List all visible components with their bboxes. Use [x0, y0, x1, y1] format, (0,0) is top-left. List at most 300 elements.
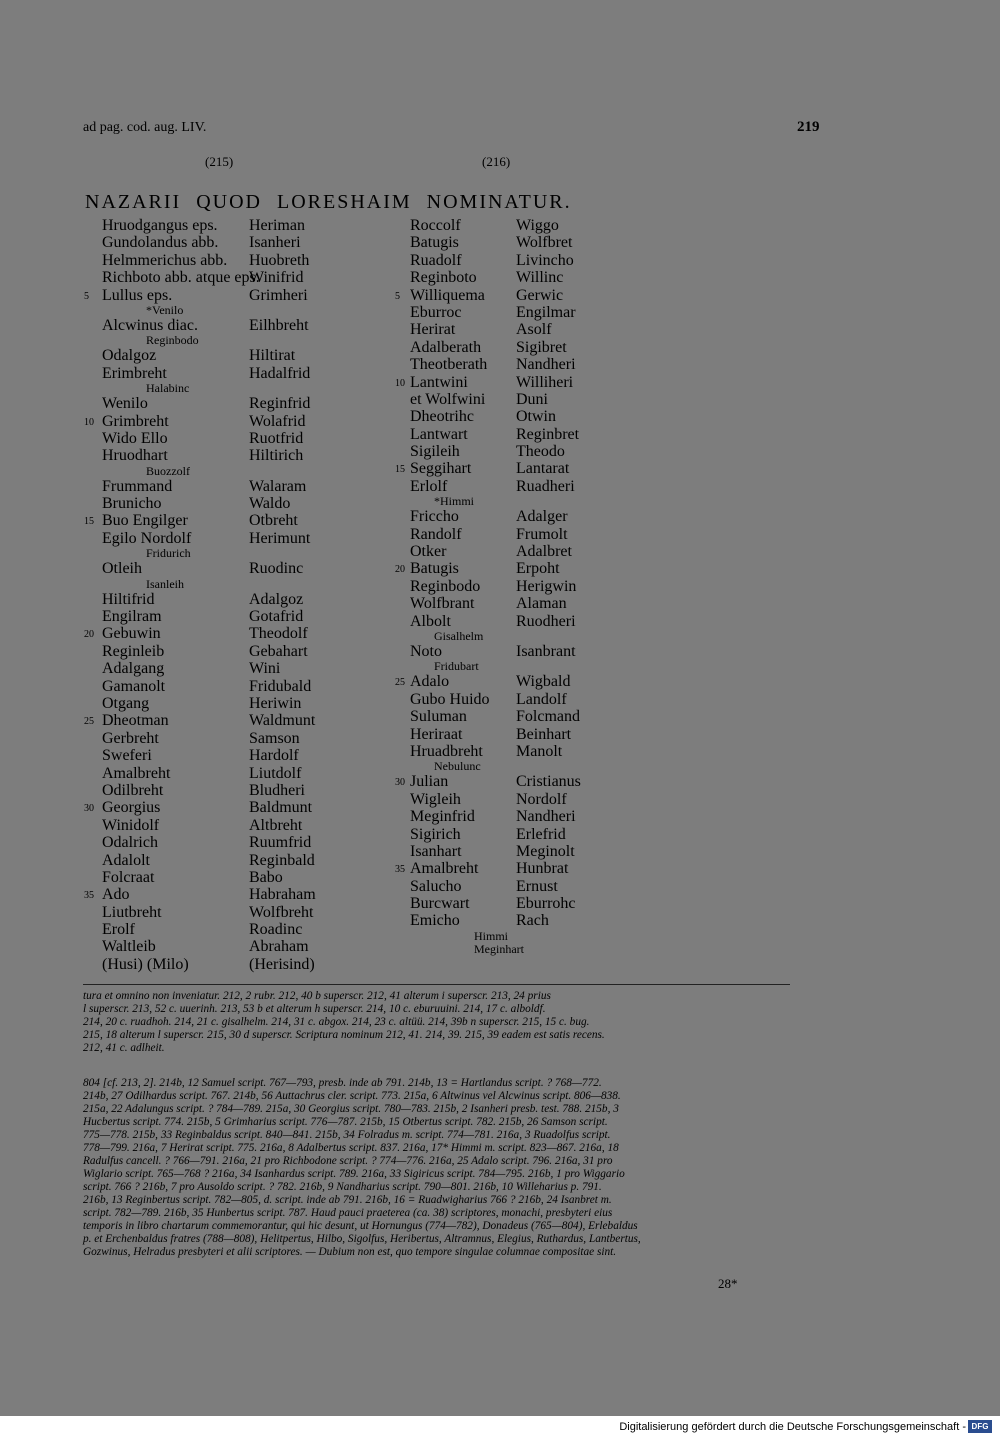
name-second: Williheri [516, 373, 574, 391]
name-first: Suluman [410, 708, 467, 726]
name-first: Noto [410, 642, 442, 660]
name-first: Seggihart [410, 460, 472, 478]
name-first: Roccolf [410, 217, 461, 234]
name-first: Amalbreht [102, 764, 171, 782]
name-first: Batugis [410, 234, 459, 252]
name-first: Burcwart [410, 895, 470, 913]
name-first: Ado [102, 886, 130, 904]
interlinear-name [390, 943, 600, 956]
note-line: 778—799. 216a, 7 Herirat script. 775. 216a, 8 Adalbertus script. 837. 216a, 17* Himmi m. script. 823—867. 216a, 18 [83, 1142, 619, 1154]
name-second: Isanbrant [516, 642, 576, 660]
name-second: Bludheri [249, 781, 305, 799]
name-row [80, 938, 380, 955]
name-row [80, 269, 380, 286]
name-first: Emicho [410, 912, 460, 930]
name-row [390, 321, 600, 338]
note-line: Gozwinus, Helradus presbyteri et alii scriptores. — Dubium non est, quo tempore singulae columnae compositae sint. [83, 1246, 617, 1258]
name-first: Gubo Huido [410, 690, 490, 708]
name-row [390, 408, 600, 425]
line-number: 5 [395, 290, 400, 302]
name-first: Salucho [410, 877, 462, 895]
interlinear-name [390, 930, 600, 943]
name-first: Sigileih [410, 443, 460, 461]
name-second: Reginfrid [249, 395, 311, 413]
name-first: Adalo [410, 673, 450, 691]
interlinear-name [390, 495, 600, 508]
name-row [80, 730, 380, 747]
name-second: Folcmand [516, 708, 580, 726]
name-first: Buo Engilger [102, 512, 188, 530]
name-row [390, 826, 600, 843]
name-row [80, 252, 380, 269]
name-first: Waltleib [102, 938, 156, 956]
name-first: Erlolf [410, 477, 448, 495]
interlinear-name [80, 578, 380, 591]
name-second: Reginbald [249, 851, 315, 869]
name-second: Hiltirat [249, 347, 296, 365]
note-line: script. 766 ? 216b, 7 pro Ausoldo script. ? 782. 216b, 9 Nandharius script. 790—801. 216b, 10 Willeharius p. 791. [83, 1181, 602, 1193]
name-row [390, 478, 600, 495]
critical-apparatus [83, 990, 605, 1055]
line-number: 35 [395, 864, 405, 876]
name-second: Manolt [516, 742, 563, 760]
name-first: Herirat [410, 321, 456, 339]
line-number: 15 [84, 516, 94, 528]
commentary-notes [83, 1077, 641, 1259]
name-second: Nandheri [516, 808, 576, 826]
name-first: Engilram [102, 608, 162, 626]
name-row [80, 625, 380, 642]
name-row [390, 912, 600, 929]
name-second: Theodolf [249, 625, 308, 643]
note-line: p. et Erchenbaldus fratres (788—808), Helitpertus, Hilbo, Sigolfus, Heribertus, Altramnus, Elegius, Ruthardus, Lantbertus, [83, 1233, 641, 1245]
interlinear-name [80, 304, 380, 317]
name-second: Gerwic [516, 286, 564, 304]
name-first: Meginfrid [410, 808, 475, 826]
name-second: Livincho [516, 251, 574, 269]
name-second: Ruotfrid [249, 429, 304, 447]
name-second: Reginbret [516, 425, 580, 443]
name-second: Alaman [516, 595, 567, 613]
name-second: Hiltirich [249, 447, 304, 465]
name-second: Walaram [249, 477, 307, 495]
name-row [390, 304, 600, 321]
name-row [80, 695, 380, 712]
name-second: Habraham [249, 886, 316, 904]
name-row [80, 234, 380, 251]
name-second: Sigibret [516, 338, 567, 356]
name-second: Duni [516, 390, 548, 408]
name-row [390, 508, 600, 525]
name-row [390, 543, 600, 560]
name-row [390, 560, 600, 577]
name-row [390, 426, 600, 443]
name-row [390, 708, 600, 725]
name-second: Landolf [516, 690, 567, 708]
note-line: temporis in libro chartarum commemorantur, qui hic desunt, ut Hornungus (774—782), Donadeus (765—804), Erlebaldus [83, 1220, 638, 1232]
name-second: Heriman [249, 217, 305, 234]
name-row [80, 512, 380, 529]
name-second: Ernust [516, 877, 558, 895]
name-second: Willinc [516, 269, 564, 287]
name-row [390, 843, 600, 860]
name-first: Adalgang [102, 660, 165, 678]
name-first: Gamanolt [102, 677, 166, 695]
name-row [390, 356, 600, 373]
interlinear-text: Gisalhelm [434, 628, 484, 643]
name-second: Adalbret [516, 543, 572, 561]
name-second: Adalgoz [249, 590, 304, 608]
name-row [80, 287, 380, 304]
name-row [390, 287, 600, 304]
name-first: Otgang [102, 694, 150, 712]
interlinear-name [80, 382, 380, 395]
column-pagenum-right: (216) [482, 154, 511, 169]
name-row [80, 904, 380, 921]
name-first: Wigleih [410, 790, 461, 808]
name-first: Reginleib [102, 642, 165, 660]
interlinear-text: *Himmi [434, 494, 475, 509]
name-second: Herigwin [516, 577, 577, 595]
name-second: Ruadheri [516, 477, 575, 495]
note-line: script. 782—789. 216b, 35 Hunbertus script. 787. Haud pauci praeterea (ca. 38) scriptores, monachi, presbyteri eius [83, 1207, 613, 1219]
page-number: 219 [797, 119, 820, 135]
name-second: Engilmar [516, 303, 576, 321]
name-second: Samson [249, 729, 300, 747]
name-first: Georgius [102, 799, 161, 817]
name-first: Gundolandus abb. [102, 234, 219, 252]
interlinear-text: Halabinc [146, 381, 190, 396]
name-second: Baldmunt [249, 799, 313, 817]
name-first: Brunicho [102, 495, 162, 513]
name-row [390, 374, 600, 391]
name-first: Amalbreht [410, 860, 479, 878]
interlinear-text: Fridubart [434, 659, 479, 674]
name-row [80, 217, 380, 234]
name-row [80, 834, 380, 851]
name-first: Hruadbreht [410, 742, 483, 760]
name-first: Lantwart [410, 425, 468, 443]
name-row [80, 852, 380, 869]
name-row [390, 773, 600, 790]
name-second: Isanheri [249, 234, 301, 252]
name-row [390, 339, 600, 356]
name-row [390, 391, 600, 408]
name-second: Ruodinc [249, 560, 304, 578]
name-first: Otleih [102, 560, 142, 578]
dfg-logo: DFG [968, 1420, 992, 1433]
name-second: Erpoht [516, 560, 560, 578]
name-first: et Wolfwini [410, 390, 486, 408]
name-first: Erimbreht [102, 364, 167, 382]
name-row [80, 317, 380, 334]
running-header-left: ad pag. cod. aug. LIV. [83, 120, 207, 135]
name-second: Hardolf [249, 747, 299, 765]
name-row [390, 808, 600, 825]
name-first: Egilo Nordolf [102, 529, 192, 547]
name-second: Nordolf [516, 790, 567, 808]
note-line: 216b, 13 Reginbertus script. 782—805, d. script. inde ab 791. 216b, 16 = Ruadwigharius 766 ? 216b, 24 Isanbret m. [83, 1194, 612, 1206]
interlinear-name [390, 630, 600, 643]
name-second: Cristianus [516, 773, 581, 791]
name-second: Ruumfrid [249, 834, 312, 852]
name-first: Otker [410, 543, 447, 561]
name-first: Folcraat [102, 868, 155, 886]
line-number: 10 [395, 377, 405, 389]
name-first: Isanhart [410, 842, 462, 860]
name-row [80, 447, 380, 464]
name-first: Williquema [410, 286, 485, 304]
name-first: Dheotman [102, 712, 169, 730]
name-first: Gerbreht [102, 729, 159, 747]
name-first: Helmmerichus abb. [102, 251, 228, 269]
line-number: 35 [84, 890, 94, 902]
name-second: Wigbald [516, 673, 571, 691]
name-second: Theodo [516, 443, 565, 461]
name-second: Meginolt [516, 842, 575, 860]
name-row [80, 799, 380, 816]
name-first: Wido Ello [102, 429, 168, 447]
line-number: 10 [84, 416, 94, 428]
name-row [390, 595, 600, 612]
name-first: Dheotrihc [410, 408, 474, 426]
name-second: Frumolt [516, 525, 568, 543]
name-row [80, 430, 380, 447]
name-first: Odalrich [102, 834, 158, 852]
name-second: Abraham [249, 938, 309, 956]
name-row [390, 878, 600, 895]
interlinear-text: Himmi [474, 928, 509, 943]
name-row [390, 691, 600, 708]
name-first: Richboto abb. atque eps. [102, 269, 260, 287]
line-number: 5 [84, 290, 89, 302]
name-row [80, 660, 380, 677]
name-row [80, 347, 380, 364]
name-row [390, 726, 600, 743]
name-first: Wolfbrant [410, 595, 475, 613]
name-second: Eilhbreht [249, 316, 309, 334]
name-row [80, 478, 380, 495]
name-second: Fridubald [249, 677, 312, 695]
footnote-separator [83, 984, 790, 985]
note-line: 804 [cf. 213, 2]. 214b, 12 Samuel script. 767—793, presb. inde ab 791. 214b, 13 = Hartlandus script. ? 768—772. [83, 1077, 602, 1089]
name-second: Rach [516, 912, 549, 930]
name-first: Gebuwin [102, 625, 161, 643]
line-number: 20 [395, 564, 405, 576]
name-row [80, 365, 380, 382]
name-row [80, 886, 380, 903]
note-line: 215a, 22 Adalungus script. ? 784—789. 215a, 30 Georgius script. 780—783. 215b, 2 Isanheri presb. test. 788. 215b, 3 [83, 1103, 619, 1115]
name-second: Wini [249, 660, 281, 678]
name-second: Huobreth [249, 251, 310, 269]
interlinear-name [80, 334, 380, 347]
name-row [390, 217, 600, 234]
line-number: 30 [84, 803, 94, 815]
name-row [390, 613, 600, 630]
name-first: Alcwinus diac. [102, 316, 198, 334]
name-second: Erlefrid [516, 825, 566, 843]
signature-mark: 28* [718, 1276, 738, 1291]
name-row [390, 460, 600, 477]
name-row [390, 443, 600, 460]
name-first: Winidolf [102, 816, 160, 834]
interlinear-text: Reginbodo [146, 333, 199, 348]
name-first: Sigirich [410, 825, 461, 843]
name-first: Sweferi [102, 747, 152, 765]
name-row [390, 269, 600, 286]
name-first: Heriraat [410, 725, 463, 743]
note-line: 775—778. 215b, 33 Reginbaldus script. 840—841. 215b, 34 Folradus m. script. 774—781. 216a, 3 Ruadolfus script. [83, 1129, 611, 1141]
name-second: Gotafrid [249, 608, 304, 626]
name-second: Eburrohc [516, 895, 576, 913]
name-second: Roadinc [249, 921, 303, 939]
name-row [390, 673, 600, 690]
name-row [80, 395, 380, 412]
interlinear-text: Isanleih [146, 576, 184, 591]
name-first: Theotberath [410, 356, 488, 374]
name-second: Herimunt [249, 529, 311, 547]
name-first: Erolf [102, 921, 135, 939]
name-row [80, 530, 380, 547]
name-second: Waldmunt [249, 712, 316, 730]
name-row [80, 608, 380, 625]
interlinear-text: *Venilo [146, 302, 184, 317]
name-second: Wolfbreht [249, 903, 314, 921]
note-line: Radulfus cancell. ? 766—791. 216a, 21 pro Richbodone script. ? 774—776. 216a, 25 Adalo script. 796. 216a, 31 pro [83, 1155, 613, 1167]
name-row [390, 895, 600, 912]
note-line: 215, 18 alterum l superscr. 215, 30 d superscr. Scriptura nominum 212, 41. 214, 39. 215, 39 eadem est satis recens. [83, 1029, 605, 1041]
name-second: Otbreht [249, 512, 298, 530]
name-first: (Husi) (Milo) [102, 955, 189, 973]
name-row [390, 526, 600, 543]
name-row [390, 578, 600, 595]
interlinear-name [390, 660, 600, 673]
name-row [390, 860, 600, 877]
name-second: Wolfbret [516, 234, 573, 252]
name-first: Adalolt [102, 851, 150, 869]
name-row [80, 591, 380, 608]
note-line: Hucbertus script. 774. 215b, 5 Grimharius script. 776—787. 215b, 15 Otbertus script. 782. 215b, 26 Samson script. [83, 1116, 608, 1128]
name-second: Heriwin [249, 694, 302, 712]
name-second: Adalger [516, 508, 568, 526]
name-row [390, 234, 600, 251]
name-second: Hunbrat [516, 860, 569, 878]
line-number: 25 [84, 716, 94, 728]
name-row [80, 956, 380, 973]
name-list-right [390, 217, 600, 956]
footer-credit: Digitalisierung gefördert durch die Deutsche Forschungsgemeinschaft - [619, 1421, 966, 1433]
name-first: Julian [410, 773, 449, 791]
name-first: Hruodgangus eps. [102, 217, 218, 234]
name-second: Wiggo [516, 217, 559, 234]
note-line: Wiglario script. 765—768 ? 216a, 34 Isanhardus script. 789. 216a, 33 Sigiricus script. 784—795. 216b, 1 pro Wiggario [83, 1168, 625, 1180]
name-first: Batugis [410, 560, 459, 578]
name-second: Liutdolf [249, 764, 302, 782]
name-row [80, 712, 380, 729]
name-first: Wenilo [102, 395, 148, 413]
note-line: 214, 20 c. ruadhoh. 214, 21 c. gisalhelm. 214, 31 c. abgox. 214, 23 c. altüü. 214, 39b n superscr. 215, 15 c. bug. [83, 1016, 590, 1028]
note-line: tura et omnino non inveniatur. 212, 2 rubr. 212, 40 b superscr. 212, 41 alterum i superscr. 213, 24 prius [83, 990, 551, 1002]
name-first: Reginboto [410, 269, 477, 287]
name-first: Adalberath [410, 338, 482, 356]
note-line: l superscr. 213, 52 c. uuerinh. 213, 53 b et alterum h superscr. 214, 10 c. eburuuini. 214, 17 c. alboldf. [83, 1003, 546, 1015]
name-second: Winifrid [249, 269, 304, 287]
column-pagenum-left: (215) [205, 154, 234, 169]
name-second: Beinhart [516, 725, 572, 743]
name-first: Reginbodo [410, 577, 481, 595]
name-first: Hruodhart [102, 447, 168, 465]
name-row [80, 782, 380, 799]
note-line: 212, 41 c. adlheit. [83, 1042, 165, 1054]
name-row [80, 643, 380, 660]
interlinear-text: Meginhart [474, 941, 524, 956]
name-first: Eburroc [410, 303, 462, 321]
line-number: 20 [84, 629, 94, 641]
name-row [80, 817, 380, 834]
page-title: NAZARII QUOD LORESHAIM NOMINATUR. [85, 191, 572, 213]
note-line: 214b, 27 Odilhardus script. 767. 214b, 56 Auttachrus cler. script. 773. 215a, 6 Altwinus vel Alcwinus script. 806—838. [83, 1090, 621, 1102]
name-second: Grimheri [249, 286, 308, 304]
name-row [390, 252, 600, 269]
name-row [390, 791, 600, 808]
name-row [390, 743, 600, 760]
name-row [80, 560, 380, 577]
interlinear-name [80, 547, 380, 560]
name-second: Gebahart [249, 642, 308, 660]
name-row [390, 643, 600, 660]
name-first: Randolf [410, 525, 462, 543]
interlinear-text: Fridurich [146, 546, 191, 561]
line-number: 15 [395, 464, 405, 476]
name-first: Friccho [410, 508, 459, 526]
name-second: Altbreht [249, 816, 303, 834]
name-first: Grimbreht [102, 412, 169, 430]
name-second: Asolf [516, 321, 552, 339]
name-second: Ruodheri [516, 612, 576, 630]
name-second: Hadalfrid [249, 364, 311, 382]
name-row [80, 495, 380, 512]
line-number: 25 [395, 677, 405, 689]
name-first: Ruadolf [410, 251, 462, 269]
name-row [80, 747, 380, 764]
interlinear-name [390, 760, 600, 773]
name-second: (Herisind) [249, 955, 315, 973]
name-list-left [80, 217, 380, 973]
name-second: Nandheri [516, 356, 576, 374]
line-number: 30 [395, 777, 405, 789]
name-first: Albolt [410, 612, 451, 630]
name-row [80, 678, 380, 695]
name-second: Otwin [516, 408, 556, 426]
name-row [80, 413, 380, 430]
name-second: Waldo [249, 495, 291, 513]
name-first: Odalgoz [102, 347, 157, 365]
name-first: Hiltifrid [102, 590, 155, 608]
name-second: Wolafrid [249, 412, 306, 430]
name-first: Frummand [102, 477, 173, 495]
name-row [80, 765, 380, 782]
name-row [80, 869, 380, 886]
name-second: Babo [249, 868, 283, 886]
name-first: Lullus eps. [102, 286, 173, 304]
interlinear-text: Nebulunc [434, 759, 481, 774]
name-row [80, 921, 380, 938]
interlinear-text: Buozzolf [146, 463, 190, 478]
interlinear-name [80, 465, 380, 478]
name-second: Lantarat [516, 460, 570, 478]
name-first: Liutbreht [102, 903, 162, 921]
name-first: Odilbreht [102, 781, 164, 799]
